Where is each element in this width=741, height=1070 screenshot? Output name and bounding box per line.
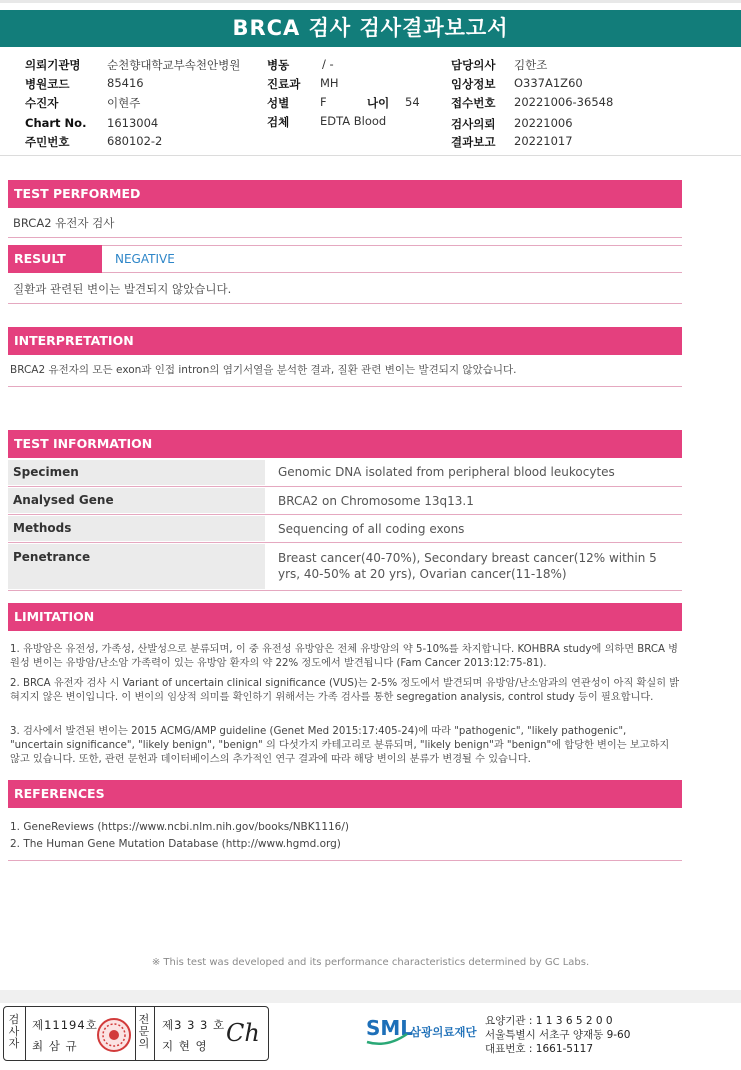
physician-label: 담당의사	[451, 58, 496, 72]
examiner-vertical-label: 검사자	[8, 1013, 20, 1050]
result-heading: RESULT	[8, 245, 102, 273]
divider	[8, 514, 682, 515]
section-divider	[0, 155, 741, 156]
lab-phone: 대표번호 : 1661-5117	[485, 1043, 594, 1055]
report-date-label: 결과보고	[451, 135, 496, 149]
receipt-no-label: 접수번호	[451, 96, 496, 110]
department-label: 진료과	[267, 77, 301, 91]
limitation-item-3: 3. 검사에서 발견된 변이는 2015 ACMG/AMP guideline (Genet Med 2015:17:405-24)에 따라 "pathogenic", "likely pathogenic", "uncertain significance", "likely benign", "benign" 의 다섯가지 카테고리로 분류되며, "likely benign"과 "benign"에 합당한 변이는 보고하지 않고 있습니다. 또한, 관련 문헌과 데이터베이스의 추가적인 연구 결과에 따라 해당 변이의 분류가 변경될 수 있습니다.	[10, 726, 670, 765]
specimen-row-value: Genomic DNA isolated from peripheral blood leukocytes	[278, 465, 615, 479]
result-value: NEGATIVE	[102, 245, 682, 273]
ward-value: / -	[322, 57, 334, 71]
sex-value: F	[320, 95, 327, 109]
penetrance-row-value: Breast cancer(40-70%), Secondary breast cancer(12% within 5 yrs, 40-50% at 20 yrs), Ovarian cancer(11-18%)	[278, 551, 657, 581]
methods-row-value: Sequencing of all coding exons	[278, 522, 465, 536]
divider	[8, 386, 682, 387]
penetrance-row-label: Penetrance	[8, 544, 265, 589]
lab-logo-swoosh-icon	[365, 1012, 409, 1046]
ward-label: 병동	[267, 58, 290, 72]
specialist-license: 제3 3 3 호	[162, 1018, 226, 1032]
test-performed-heading: TEST PERFORMED	[8, 180, 682, 208]
examiner-name: 최 삼 규	[32, 1039, 78, 1053]
test-performed-text: BRCA2 유전자 검사	[13, 216, 115, 230]
chart-no-label: Chart No.	[25, 116, 87, 130]
reference-item-2: 2. The Human Gene Mutation Database (http://www.hgmd.org)	[10, 838, 341, 850]
request-date-label: 검사의뢰	[451, 117, 496, 131]
test-information-heading: TEST INFORMATION	[8, 430, 682, 458]
footnote: ※ This test was developed and its performance characteristics determined by GC Labs.	[151, 957, 590, 968]
divider	[8, 590, 682, 591]
clinical-info-label: 임상정보	[451, 77, 496, 91]
examiner-license: 제11194호	[32, 1018, 98, 1032]
age-value: 54	[405, 95, 420, 109]
specialist-name: 지 현 영	[162, 1039, 208, 1053]
divider	[8, 860, 682, 861]
hospital-code-value: 85416	[107, 76, 144, 90]
divider	[8, 237, 682, 238]
interpretation-text: BRCA2 유전자의 모든 exon과 인접 intron의 염기서열을 분석한 결과, 질환 관련 변이는 발견되지 않았습니다.	[10, 364, 517, 376]
divider	[8, 486, 682, 487]
divider	[25, 1007, 26, 1060]
chart-no-value: 1613004	[107, 116, 159, 130]
methods-row-label: Methods	[8, 516, 265, 541]
references-heading: REFERENCES	[8, 780, 682, 808]
clinical-info-value: O337A1Z60	[514, 76, 583, 90]
age-label: 나이	[367, 96, 390, 110]
reference-item-1: 1. GeneReviews (https://www.ncbi.nlm.nih.gov/books/NBK1116/)	[10, 821, 349, 833]
specimen-label: 검체	[267, 115, 290, 129]
lab-name: 삼광의료재단	[410, 1025, 477, 1039]
divider	[135, 1007, 136, 1060]
specimen-row-label: Specimen	[8, 460, 265, 485]
lab-institution-code: 요양기관 : 1 1 3 6 5 2 0 0	[485, 1015, 613, 1027]
resident-no-value: 680102-2	[107, 134, 163, 148]
analysed-gene-row-label: Analysed Gene	[8, 488, 265, 513]
lab-logo: SML	[366, 1016, 414, 1040]
hospital-code-label: 병원코드	[25, 77, 70, 91]
divider	[8, 303, 682, 304]
specialist-signature: Ch	[226, 1019, 260, 1047]
result-text: 질환과 관련된 변이는 발견되지 않았습니다.	[13, 282, 232, 296]
department-value: MH	[320, 76, 339, 90]
limitation-item-1: 1. 유방암은 유전성, 가족성, 산발성으로 분류되며, 이 중 유전성 유방암은 전체 유방암의 약 5-10%를 차지합니다. KOHBRA study에 의하면 BRCA 병원성 변이는 유방암/난소암 가족력이 있는 유방암 환자의 약 22% 정도에서 발견됩니다 (Fam Cancer 2013:12:75-81).	[10, 644, 679, 669]
institution-value: 순천향대학교부속천안병원	[107, 58, 241, 72]
top-edge	[0, 0, 741, 3]
limitation-item-2: 2. BRCA 유전자 검사 시 Variant of uncertain clinical significance (VUS)는 2-5% 정도에서 발견되며 유방암/난소암과의 연관성이 아직 확실히 밝혀지지 않은 변이입니다. 이 변이의 임상적 의미를 확인하기 위해서는 가족 검사를 통한 segregation analysis, control study 등이 필요합니다.	[10, 678, 680, 703]
specialist-vertical-label: 전문의	[138, 1013, 150, 1050]
divider	[8, 542, 682, 543]
examiner-seal-icon	[96, 1017, 132, 1053]
specimen-value: EDTA Blood	[320, 114, 387, 128]
institution-label: 의뢰기관명	[25, 58, 81, 72]
receipt-no-value: 20221006-36548	[514, 95, 614, 109]
report-title: BRCA 검사 검사결과보고서	[0, 10, 741, 47]
request-date-value: 20221006	[514, 116, 573, 130]
examinee-value: 이현주	[107, 96, 141, 110]
physician-value: 김한조	[514, 58, 548, 72]
lab-address: 서울특별시 서초구 양재동 9-60	[485, 1029, 631, 1041]
report-date-value: 20221017	[514, 134, 573, 148]
analysed-gene-row-value: BRCA2 on Chromosome 13q13.1	[278, 494, 474, 508]
footer-band	[0, 990, 741, 1003]
examinee-label: 수진자	[25, 96, 59, 110]
signature-box	[3, 1006, 269, 1061]
sex-label: 성별	[267, 96, 290, 110]
divider	[154, 1007, 155, 1060]
resident-no-label: 주민번호	[25, 135, 70, 149]
interpretation-heading: INTERPRETATION	[8, 327, 682, 355]
limitation-heading: LIMITATION	[8, 603, 682, 631]
